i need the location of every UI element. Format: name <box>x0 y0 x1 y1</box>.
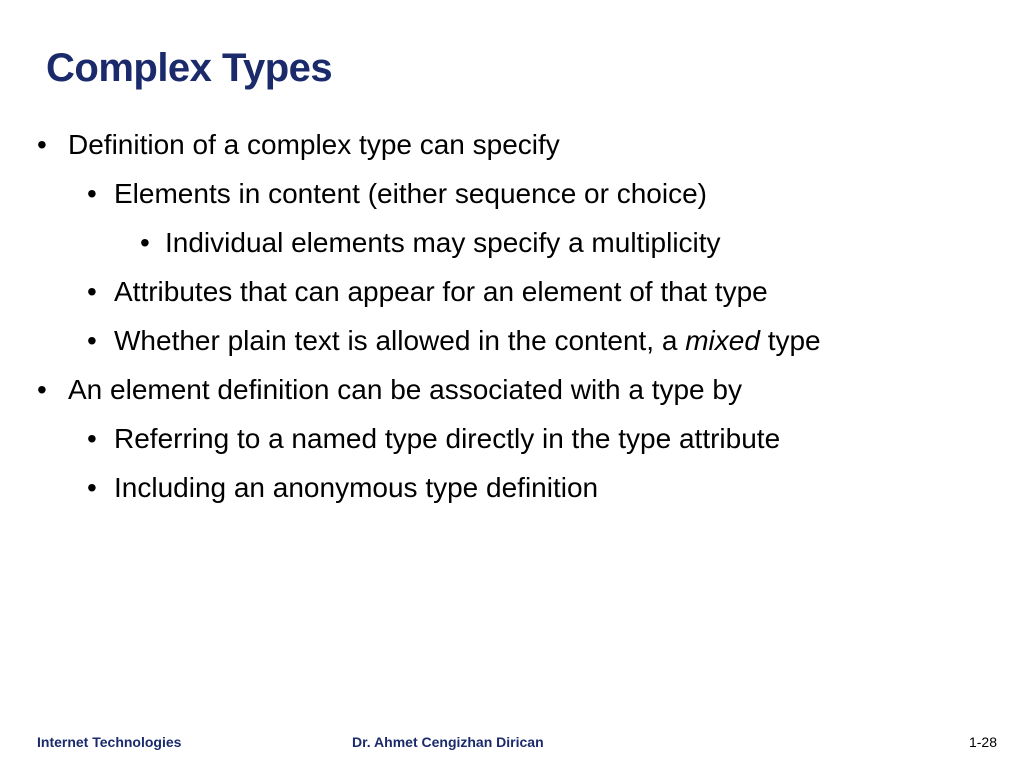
bullet-glyph: • <box>37 129 47 160</box>
bullet-text: Definition of a complex type can specify <box>68 129 560 160</box>
bullet-text: Including an anonymous type definition <box>114 472 599 503</box>
bullet-text: Referring to a named type directly in the type attribute <box>114 423 781 454</box>
bullet-text: Elements in content (either sequence or choice) <box>114 178 707 209</box>
bullet-item <box>0 120 1024 169</box>
bullet-glyph: • <box>87 423 97 454</box>
bullet-text: Attributes that can appear for an element of that type <box>114 276 768 307</box>
bullet-item <box>0 414 1024 463</box>
slide-title: Complex Types <box>46 46 333 90</box>
bullet-glyph: • <box>87 325 97 356</box>
bullet-item <box>0 316 1024 365</box>
bullet-text <box>114 316 821 365</box>
bullet-glyph: • <box>87 178 97 209</box>
bullet-item <box>0 365 1024 414</box>
emphasis-text: mixed <box>685 325 760 356</box>
bullet-glyph: • <box>140 227 150 258</box>
bullet-glyph: • <box>87 276 97 307</box>
bullet-text: Individual elements may specify a multiplicity <box>165 227 721 258</box>
footer-page-number: 1-28 <box>968 734 997 750</box>
bullet-glyph: • <box>37 374 47 405</box>
bullet-text-after: type <box>759 325 821 356</box>
bullet-item <box>0 169 1024 218</box>
bullet-item <box>0 463 1024 512</box>
bullet-text: An element definition can be associated with a type by <box>68 374 742 405</box>
bullet-text-before: Whether plain text is allowed in the content, a <box>114 325 686 356</box>
bullet-item <box>0 267 1024 316</box>
bullet-list <box>0 120 1024 512</box>
bullet-item <box>0 218 1024 267</box>
footer-course: Internet Technologies <box>37 734 182 750</box>
footer-author: Dr. Ahmet Cengizhan Dirican <box>352 734 544 750</box>
bullet-glyph: • <box>87 472 97 503</box>
